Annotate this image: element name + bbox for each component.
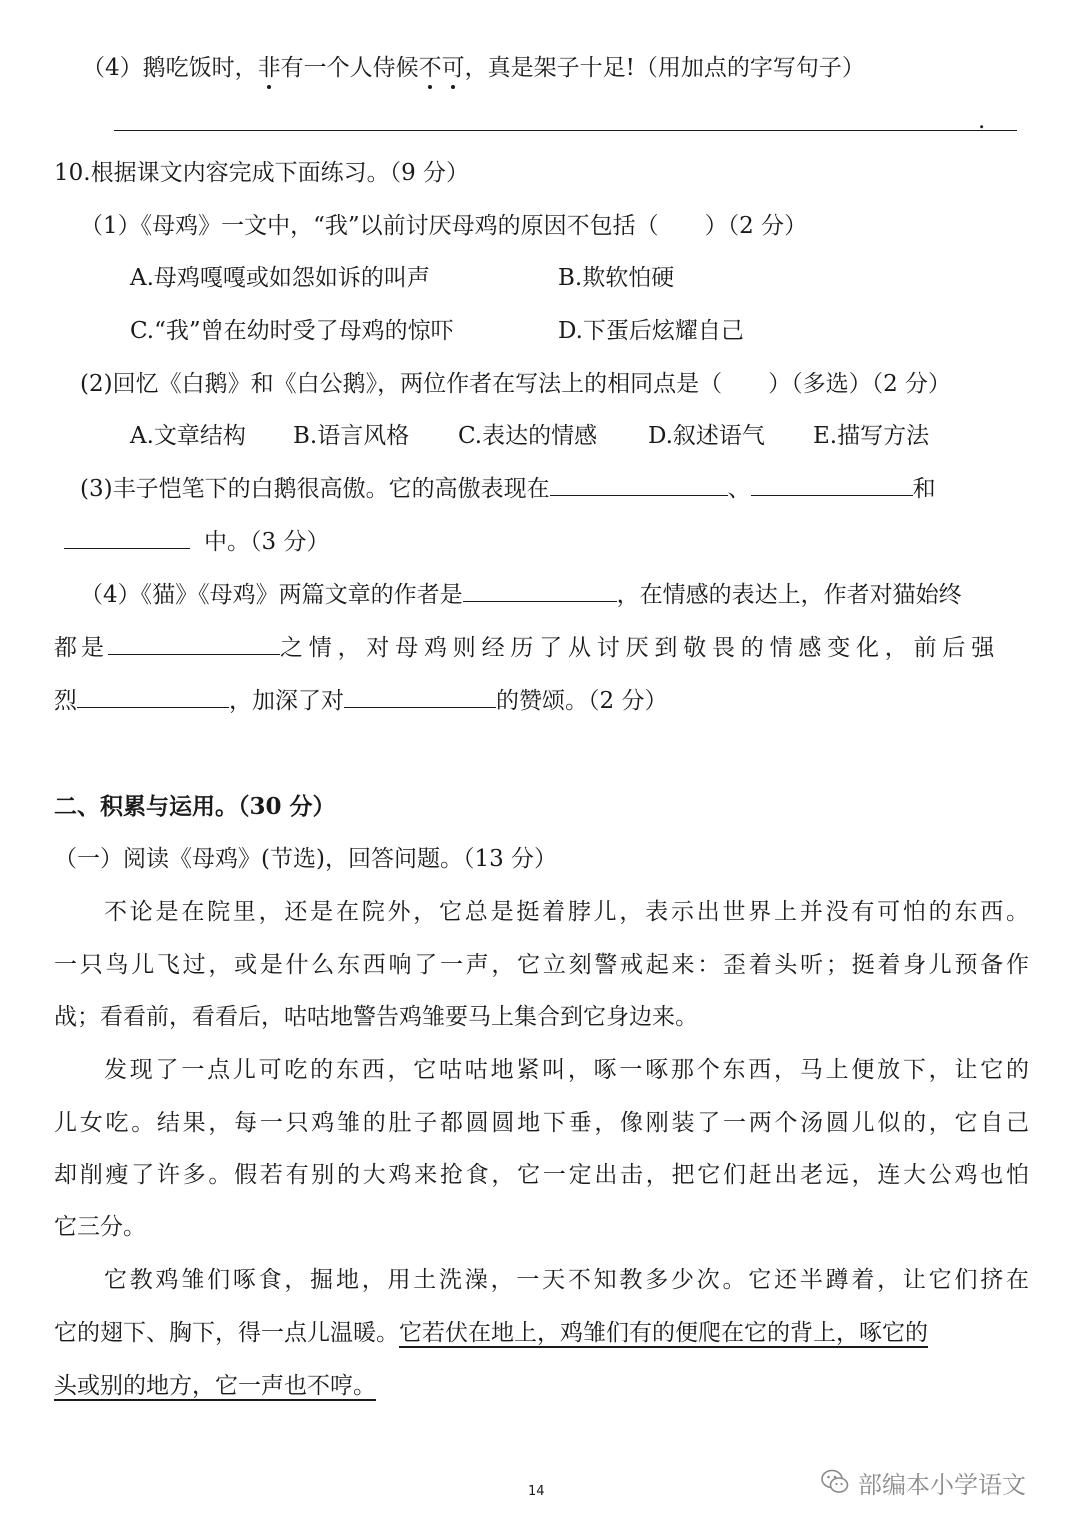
- answer-blank[interactable]: [64, 528, 190, 549]
- wechat-icon: [820, 1468, 850, 1496]
- page-number: 14: [528, 1484, 545, 1499]
- answer-blank[interactable]: [550, 475, 728, 496]
- passage-para1-line3: 战；看看前，看看后，咕咕地警告鸡雏要马上集合到它身边来。: [54, 1004, 698, 1030]
- passage-para1-line1: 不论是在院里，还是在院外，它总是挺着脖儿，表示出世界上并没有可怕的东西。: [104, 899, 1029, 925]
- q10-title: 10.根据课文内容完成下面练习。（9 分）: [54, 160, 470, 186]
- answer-blank[interactable]: [463, 581, 617, 602]
- q9-4-line: （4）鹅吃饭时，非有一个人侍候不可，真是架子十足!（用加点的字写句子）: [82, 55, 865, 81]
- q10-3-line1: (3)丰子恺笔下的白鹅很高傲。它的高傲表现在 、 和: [80, 476, 936, 502]
- passage-para3-line3: [54, 1371, 376, 1401]
- answer-blank[interactable]: [344, 687, 496, 708]
- q10-3-line2: 中。（3 分）: [64, 527, 329, 557]
- passage-para2-line3: 却削瘦了许多。假若有别的大鸡来抢食，它一定出击，把它们赶出老远，连大公鸡也怕: [54, 1162, 1029, 1188]
- q10-4-line3: 烈 ，加深了对 的赞颂。（2 分）: [54, 688, 668, 714]
- q10-1-option-a[interactable]: A.母鸡嘎嘎或如怨如诉的叫声: [130, 265, 430, 291]
- watermark: [820, 1462, 1026, 1502]
- emphasis-dot-char: 可: [441, 55, 465, 81]
- answer-blank[interactable]: [108, 634, 280, 655]
- passage-para3-line1: 它教鸡雏们啄食，掘地，用土洗澡，一天不知教多少次。它还半蹲着，让它们挤在: [104, 1267, 1029, 1293]
- q10-4-line1: （4）《猫》《母鸡》两篇文章的作者是 ，在情感的表达上，作者对猫始终: [80, 582, 962, 608]
- answer-blank[interactable]: [751, 475, 913, 496]
- q10-1-option-b[interactable]: B.欺软怕硬: [558, 265, 675, 291]
- q10-2-option-e[interactable]: E.描写方法: [813, 423, 930, 449]
- passage-para2-line4: 它三分。: [54, 1214, 146, 1240]
- section-2-title: 二、积累与运用。（30 分）: [54, 793, 336, 820]
- passage-para2-line1: 发现了一点儿可吃的东西，它咕咕地紧叫，啄一啄那个东西，马上便放下，让它的: [104, 1057, 1029, 1083]
- q10-1-option-c[interactable]: C.“我”曾在幼时受了母鸡的惊吓: [130, 318, 454, 344]
- section-2-subtitle: （一）阅读《母鸡》(节选)，回答问题。（13 分）: [54, 846, 558, 872]
- passage-para3-line2: 它的翅下、胸下，得一点儿温暖。它若伏在地上，鸡雏们有的便爬在它的背上，啄它的: [54, 1320, 928, 1346]
- q10-2-option-b[interactable]: B.语言风格: [293, 423, 410, 449]
- answer-blank[interactable]: [77, 687, 229, 708]
- q10-2-option-c[interactable]: C.表达的情感: [458, 423, 598, 449]
- answer-line-q9-4[interactable]: [114, 130, 1017, 131]
- passage-para2-line2: 儿女吃。结果，每一只鸡雏的肚子都圆圆地下垂，像刚装了一两个汤圆儿似的，它自己: [54, 1110, 1029, 1136]
- q10-2-option-a[interactable]: A.文章结构: [130, 423, 246, 449]
- q10-1-stem: （1）《母鸡》一文中，“我”以前讨厌母鸡的原因不包括（ ）（2 分）: [80, 213, 808, 239]
- q10-1-option-d[interactable]: D.下蛋后炫耀自己: [558, 318, 744, 344]
- underlined-sentence: 它若伏在地上，鸡雏们有的便爬在它的背上，啄它的: [399, 1320, 928, 1346]
- emphasis-dot-char: 非: [257, 55, 281, 81]
- q10-2-option-d[interactable]: D.叙述语气: [648, 423, 765, 449]
- underlined-sentence: 头或别的地方，它一声也不哼。: [54, 1373, 376, 1399]
- q10-2-stem: (2)回忆《白鹅》和《白公鹅》，两位作者在写法上的相同点是（ ）（多选）（2 分）: [80, 371, 952, 397]
- q10-4-line2: 都是 之情，对母鸡则经历了从讨厌到敬畏的情感变化，前后强: [54, 635, 1000, 661]
- emphasis-dot-char: 不: [418, 55, 442, 81]
- answer-line-end-mark: .: [978, 108, 986, 134]
- passage-para1-line2: 一只鸟儿飞过，或是什么东西响了一声，它立刻警戒起来：歪着头听；挺着身儿预备作: [54, 952, 1029, 978]
- watermark-text: 部编本小学语文: [858, 1470, 1026, 1499]
